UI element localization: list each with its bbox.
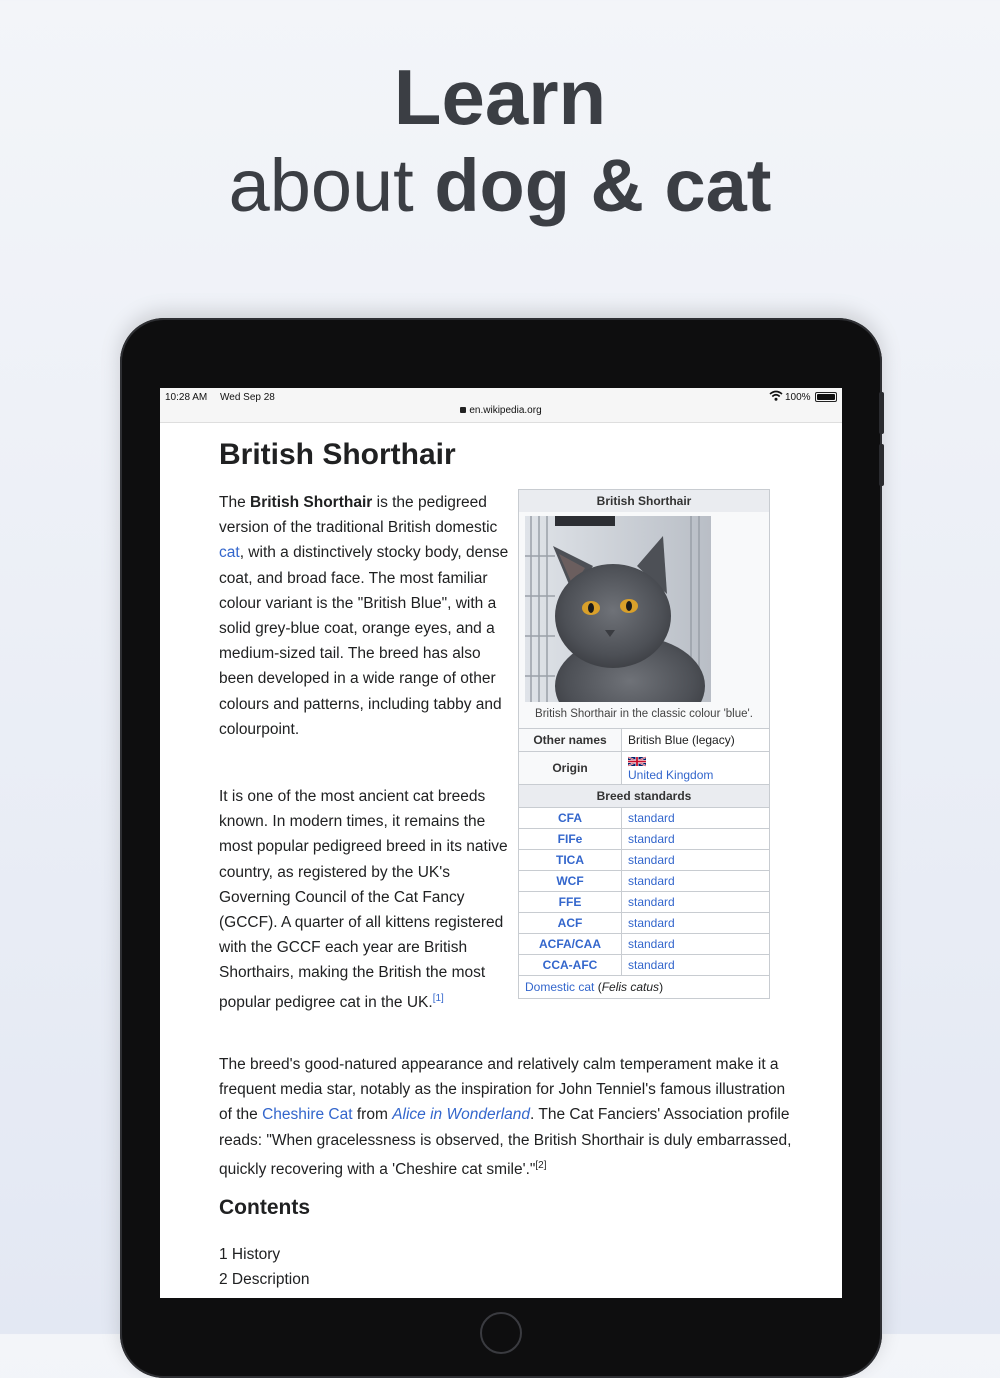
- volume-down-button: [879, 444, 884, 486]
- united-kingdom-link[interactable]: United Kingdom: [628, 768, 714, 782]
- photo-caption: British Shorthair in the classic colour 'blue'.: [535, 708, 753, 720]
- standard-row: FIFe standard: [519, 828, 769, 849]
- standard-row: TICA standard: [519, 849, 769, 870]
- standard-row: CCA-AFC standard: [519, 954, 769, 975]
- cheshire-cat-link[interactable]: Cheshire Cat: [262, 1106, 353, 1124]
- toc-item-history[interactable]: 1 History: [219, 1246, 281, 1263]
- status-time: 10:28 AM: [165, 392, 208, 403]
- standard-row: WCF standard: [519, 870, 769, 891]
- table-of-contents: [219, 1242, 309, 1292]
- reference-2-link[interactable]: [2]: [535, 1159, 547, 1171]
- domestic-cat-link[interactable]: Domestic cat: [525, 980, 595, 994]
- toc-item-description[interactable]: 2 Description: [219, 1271, 310, 1288]
- standard-row: CFA standard: [519, 807, 769, 828]
- history-paragraph: It is one of the most ancient cat breeds known. In modern times, it remains the most popular pedigreed breed in its native country, as registered by the UK's Governing Council of the Cat Fancy (GCCF). A quarter of all kittens registered with the GCCF each year are British Shorthairs, making the British the most popular pedigree cat in the UK.[1]: [219, 788, 508, 1011]
- home-button[interactable]: [480, 1312, 522, 1354]
- origin-row: Origin United Kingdom: [519, 751, 769, 784]
- infobox-title: British Shorthair: [519, 490, 769, 512]
- cat-link[interactable]: cat: [219, 544, 240, 562]
- standard-row: FFE standard: [519, 891, 769, 912]
- address-bar[interactable]: [160, 405, 842, 416]
- browser-screen: [160, 388, 842, 1298]
- uk-flag-icon: [628, 756, 646, 767]
- infobox: [518, 489, 770, 999]
- contents-heading: Contents: [219, 1196, 310, 1219]
- status-bar: [160, 388, 842, 423]
- battery-icon: [815, 392, 837, 402]
- infobox-footer: Domestic cat (Felis catus): [519, 975, 769, 998]
- intro-paragraph: The British Shorthair is the pedigreed version of the traditional British domestic cat, with a distinctively stocky body, dense coat, and broad face. The most familiar colour variant is the "British Blue", with a solid grey-blue coat, orange eyes, and a medium-sized tail. The breed has also been developed in a wide range of other colours and patterns, including tabby and colourpoint.: [219, 494, 509, 738]
- url-text: en.wikipedia.org: [469, 405, 542, 416]
- alice-in-wonderland-link[interactable]: Alice in Wonderland: [392, 1106, 531, 1124]
- reference-1-link[interactable]: [1]: [432, 992, 444, 1004]
- cat-photo[interactable]: [525, 516, 711, 702]
- page-title: British Shorthair: [219, 438, 456, 471]
- status-date: Wed Sep 28: [220, 392, 275, 403]
- standard-row: ACFA/CAA standard: [519, 933, 769, 954]
- other-names-row: Other names British Blue (legacy): [519, 728, 769, 751]
- wifi-icon: [769, 390, 783, 402]
- battery-percent: 100%: [785, 392, 811, 403]
- media-paragraph: The breed's good-natured appearance and relatively calm temperament make it a frequent media star, notably as the inspiration for John Tenniel's famous illustration of the Cheshire Cat from Alice in Wonderland. The Cat Fanciers' Association profile reads: "When gracelessness is observed, the British Shorthair is duly embarrassed, quickly recovering with a 'Cheshire cat smile'."[2]: [219, 1056, 792, 1178]
- breed-standards-heading: Breed standards: [519, 784, 769, 807]
- promo-headline: Learn: [393, 53, 607, 141]
- promo-subheadline: about dog & cat: [228, 144, 772, 227]
- volume-up-button: [879, 392, 884, 434]
- standard-row: ACF standard: [519, 912, 769, 933]
- lock-icon: [460, 407, 466, 413]
